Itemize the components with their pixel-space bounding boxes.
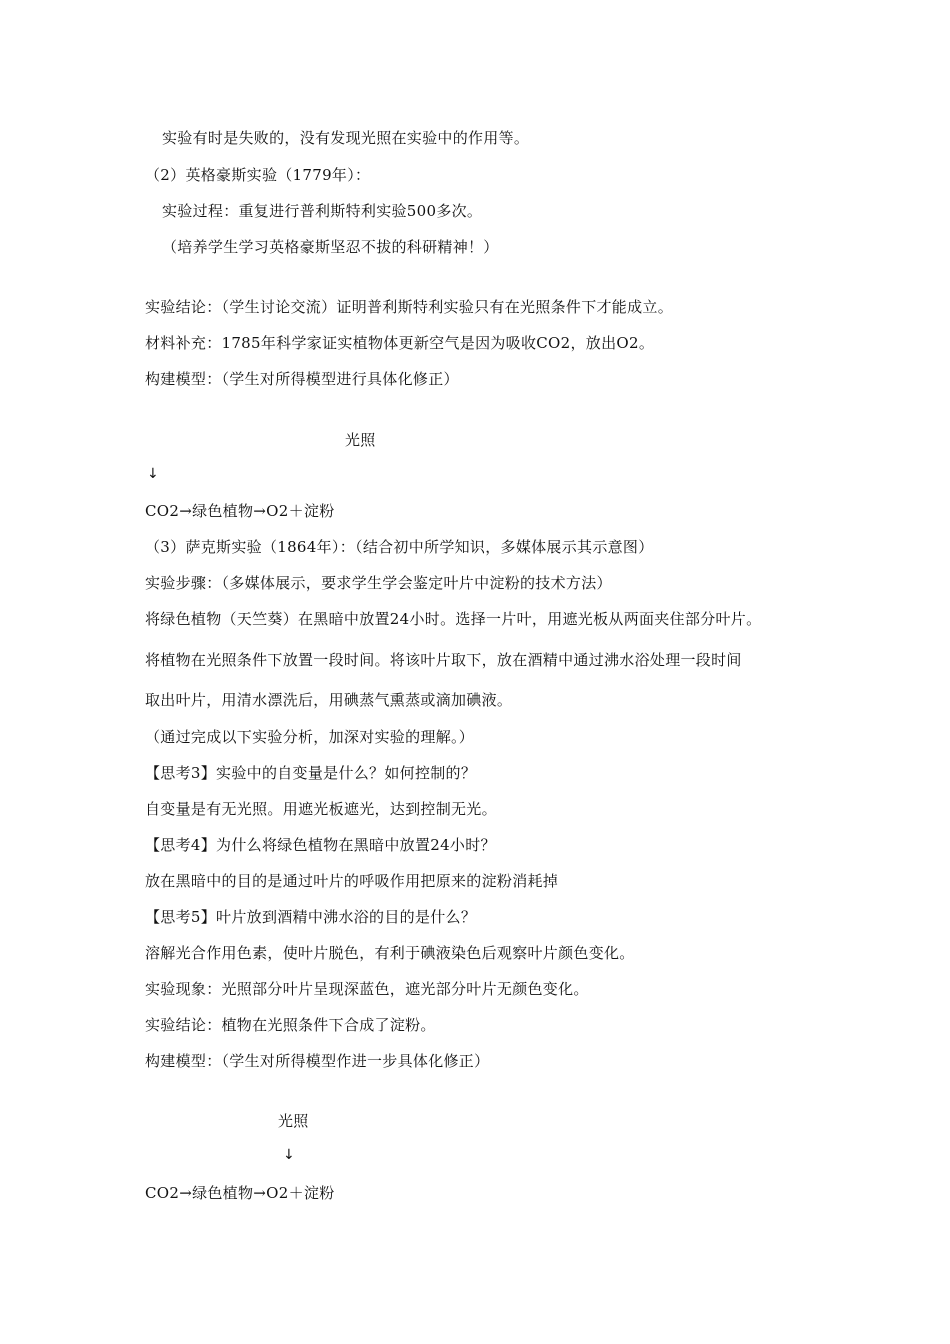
model-equation: CO2→绿色植物→O2＋淀粉 [145, 1184, 335, 1202]
answer-line: 自变量是有无光照。用遮光板遮光，达到控制无光。 [145, 800, 497, 818]
model-light-label: 光照 [345, 431, 376, 449]
text-line: 取出叶片，用清水漂洗后，用碘蒸气熏蒸或滴加碘液。 [145, 691, 513, 709]
text-line: 材料补充：1785年科学家证实植物体更新空气是因为吸收CO2，放出O2。 [145, 334, 655, 352]
question-line: 【思考4】为什么将绿色植物在黑暗中放置24小时？ [145, 836, 496, 854]
section-heading: （3）萨克斯实验（1864年）：（结合初中所学知识，多媒体展示其示意图） [145, 538, 654, 556]
model-equation: CO2→绿色植物→O2＋淀粉 [145, 502, 335, 520]
question-line: 【思考3】实验中的自变量是什么？如何控制的？ [145, 764, 477, 782]
down-arrow-icon: ↓ [283, 1147, 296, 1163]
model-light-label: 光照 [278, 1112, 309, 1130]
text-line: 构建模型：（学生对所得模型作进一步具体化修正） [145, 1052, 490, 1070]
text-line: 实验结论：植物在光照条件下合成了淀粉。 [145, 1016, 436, 1034]
answer-line: 放在黑暗中的目的是通过叶片的呼吸作用把原来的淀粉消耗掉 [145, 872, 559, 890]
down-arrow-icon: ↓ [147, 466, 160, 482]
text-line: 实验有时是失败的，没有发现光照在实验中的作用等。 [162, 129, 530, 147]
answer-line: 溶解光合作用色素，使叶片脱色，有利于碘液染色后观察叶片颜色变化。 [145, 944, 635, 962]
text-line: 构建模型：（学生对所得模型进行具体化修正） [145, 370, 459, 388]
text-line: 实验步骤：（多媒体展示，要求学生学会鉴定叶片中淀粉的技术方法） [145, 574, 612, 592]
text-line: （培养学生学习英格豪斯坚忍不拔的科研精神！） [162, 238, 499, 256]
text-line: 将绿色植物（天竺葵）在黑暗中放置24小时。选择一片叶，用遮光板从两面夹住部分叶片。 [145, 610, 762, 628]
section-heading: （2）英格豪斯实验（1779年）： [145, 166, 371, 184]
text-line: 实验结论：（学生讨论交流）证明普利斯特利实验只有在光照条件下才能成立。 [145, 298, 674, 316]
text-line: 实验过程：重复进行普利斯特利实验500多次。 [162, 202, 483, 220]
text-line: 实验现象：光照部分叶片呈现深蓝色，遮光部分叶片无颜色变化。 [145, 980, 589, 998]
question-line: 【思考5】叶片放到酒精中沸水浴的目的是什么？ [145, 908, 477, 926]
text-line: 将植物在光照条件下放置一段时间。将该叶片取下，放在酒精中通过沸水浴处理一段时间 [145, 651, 742, 669]
text-line: （通过完成以下实验分析，加深对实验的理解。） [145, 728, 475, 746]
